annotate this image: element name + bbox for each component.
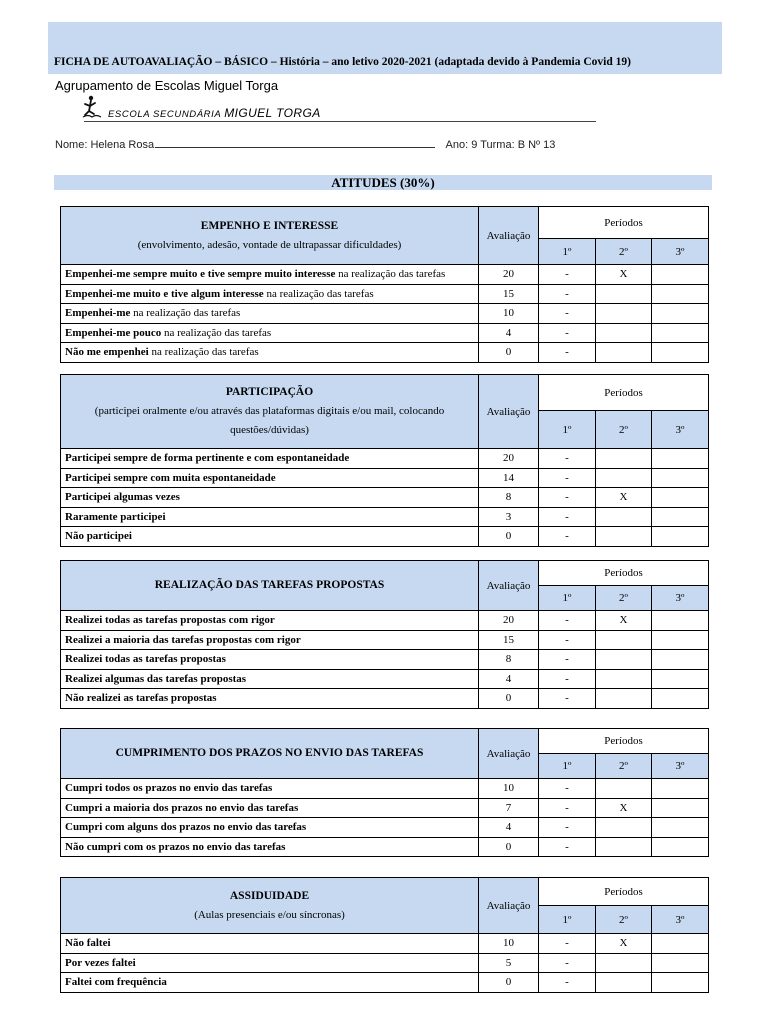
period-3-cell[interactable] [652, 284, 709, 304]
period-1-header: 1º [539, 411, 596, 449]
block-subtitle: (envolvimento, adesão, vontade de ultrapassar dificuldades) [137, 238, 402, 251]
table-row [61, 507, 709, 527]
criterion-bold-text: Cumpri com alguns dos prazos no envio das tarefas [65, 821, 307, 834]
period-1-header: 1º [539, 239, 596, 265]
block-title: CUMPRIMENTO DOS PRAZOS NO ENVIO DAS TAREFAS [115, 747, 424, 759]
criterion-bold-text: Realizei todas as tarefas propostas com rigor [65, 614, 275, 627]
criterion-bold-text: Não participei [65, 530, 132, 543]
score-cell: 4 [479, 669, 539, 689]
period-3-cell[interactable] [652, 798, 709, 818]
score-cell: 0 [479, 527, 539, 547]
avaliacao-header: Avaliação [479, 878, 539, 934]
criterion-bold-text: Realizei a maioria das tarefas propostas com rigor [65, 633, 301, 646]
period-1-cell[interactable]: - [539, 689, 596, 709]
school-logo-prefix: ESCOLA SECUNDÁRIA [108, 109, 221, 120]
period-1-cell[interactable]: - [539, 611, 596, 631]
score-cell: 15 [479, 630, 539, 650]
period-1-cell[interactable]: - [539, 669, 596, 689]
school-logo-name: MIGUEL TORGA [224, 106, 321, 120]
block-subtitle: (Aulas presenciais e/ou síncronas) [194, 908, 345, 921]
table-row [61, 323, 709, 343]
period-2-header: 2º [596, 906, 652, 934]
period-2-cell[interactable] [596, 304, 652, 324]
period-3-cell[interactable] [652, 630, 709, 650]
period-3-cell[interactable] [652, 611, 709, 631]
table-row [61, 837, 709, 857]
score-cell: 20 [479, 265, 539, 285]
school-logo-row [84, 96, 596, 122]
criterion-bold-text: Empenhei-me pouco [65, 326, 162, 339]
period-2-cell[interactable] [596, 837, 652, 857]
period-3-cell[interactable] [652, 488, 709, 508]
number-value: 13 [543, 139, 556, 151]
block-header [61, 729, 479, 779]
periodos-header: Períodos [539, 878, 709, 906]
periodos-header: Períodos [539, 729, 709, 754]
name-value: Helena Rosa [90, 139, 155, 151]
table-row [61, 265, 709, 285]
score-cell: 14 [479, 468, 539, 488]
score-cell: 4 [479, 818, 539, 838]
score-cell: 7 [479, 798, 539, 818]
period-1-cell[interactable]: - [539, 323, 596, 343]
period-3-cell[interactable] [652, 449, 709, 469]
period-2-header: 2º [596, 239, 652, 265]
score-cell: 3 [479, 507, 539, 527]
period-1-header: 1º [539, 586, 596, 611]
period-1-cell[interactable]: - [539, 798, 596, 818]
criterion-bold-text: Cumpri a maioria dos prazos no envio das tarefas [65, 801, 299, 814]
period-2-cell[interactable] [596, 953, 652, 973]
criterion-bold-text: Participei algumas vezes [65, 491, 180, 504]
period-2-cell[interactable] [596, 323, 652, 343]
period-3-cell[interactable] [652, 973, 709, 993]
period-2-cell[interactable] [596, 779, 652, 799]
table-row [61, 527, 709, 547]
block-header [61, 561, 479, 611]
criterion-cell [61, 527, 479, 547]
score-cell: 5 [479, 953, 539, 973]
period-3-cell[interactable] [652, 507, 709, 527]
assessment-table [60, 206, 709, 363]
year-label: Ano: [445, 139, 469, 151]
block-header [61, 207, 479, 265]
period-1-cell[interactable]: - [539, 304, 596, 324]
period-3-cell[interactable] [652, 953, 709, 973]
period-1-cell[interactable]: - [539, 953, 596, 973]
period-3-header: 3º [652, 411, 709, 449]
table-header-row [61, 375, 709, 411]
criterion-cell [61, 449, 479, 469]
criterion-bold-text: Cumpri todos os prazos no envio das tarefas [65, 782, 273, 795]
table-row [61, 953, 709, 973]
period-3-cell[interactable] [652, 323, 709, 343]
criterion-cell [61, 973, 479, 993]
period-1-cell[interactable]: - [539, 468, 596, 488]
assessment-table [60, 374, 709, 547]
score-cell: 0 [479, 837, 539, 857]
name-underline [155, 139, 435, 148]
name-label: Nome: [55, 139, 88, 151]
table-row [61, 798, 709, 818]
criterion-bold-text: Empenhei-me muito e tive algum interesse [65, 287, 264, 300]
year-value: 9 [471, 139, 478, 151]
criterion-text: na realização das tarefas [263, 287, 374, 300]
period-3-cell[interactable] [652, 689, 709, 709]
period-1-cell[interactable]: - [539, 934, 596, 954]
periodos-header: Períodos [539, 375, 709, 411]
table-header-row [61, 878, 709, 906]
score-cell: 10 [479, 779, 539, 799]
score-cell: 10 [479, 304, 539, 324]
criterion-cell [61, 650, 479, 670]
score-cell: 0 [479, 689, 539, 709]
avaliacao-header: Avaliação [479, 207, 539, 265]
score-cell: 8 [479, 488, 539, 508]
criterion-cell [61, 468, 479, 488]
block-header [61, 375, 479, 449]
periodos-header: Períodos [539, 207, 709, 239]
table-header-row [61, 729, 709, 754]
period-2-cell[interactable] [596, 689, 652, 709]
table-row [61, 284, 709, 304]
period-1-cell[interactable]: - [539, 265, 596, 285]
period-1-header: 1º [539, 906, 596, 934]
period-2-cell[interactable] [596, 630, 652, 650]
period-2-cell[interactable] [596, 284, 652, 304]
class-label: Turma: [480, 139, 515, 151]
student-info-line [55, 139, 555, 151]
period-1-cell[interactable]: - [539, 630, 596, 650]
criterion-cell [61, 818, 479, 838]
school-group-name: Agrupamento de Escolas Miguel Torga [55, 78, 279, 93]
criterion-cell [61, 689, 479, 709]
criterion-cell [61, 507, 479, 527]
period-1-cell[interactable]: - [539, 650, 596, 670]
criterion-cell [61, 488, 479, 508]
period-2-cell[interactable] [596, 449, 652, 469]
criterion-cell [61, 934, 479, 954]
criterion-cell [61, 265, 479, 285]
table-row [61, 669, 709, 689]
table-row [61, 449, 709, 469]
period-2-cell[interactable]: X [596, 798, 652, 818]
period-3-cell[interactable] [652, 818, 709, 838]
period-2-cell[interactable]: X [596, 265, 652, 285]
block-title: ASSIDUIDADE [229, 889, 310, 902]
period-1-cell[interactable]: - [539, 507, 596, 527]
criterion-bold-text: Não realizei as tarefas propostas [65, 692, 217, 705]
block-title: REALIZAÇÃO DAS TAREFAS PROPOSTAS [154, 579, 385, 591]
period-2-cell[interactable]: X [596, 488, 652, 508]
criterion-text: na realização das tarefas [130, 307, 241, 320]
period-3-cell[interactable] [652, 343, 709, 363]
block-header [61, 878, 479, 934]
period-3-header: 3º [652, 239, 709, 265]
criterion-bold-text: Por vezes faltei [65, 956, 136, 969]
school-logo-text [108, 106, 321, 120]
period-3-cell[interactable] [652, 779, 709, 799]
table-row [61, 468, 709, 488]
period-2-header: 2º [596, 586, 652, 611]
period-2-cell[interactable] [596, 468, 652, 488]
period-2-cell[interactable] [596, 818, 652, 838]
criterion-bold-text: Empenhei-me [65, 307, 131, 320]
criterion-bold-text: Realizei algumas das tarefas propostas [65, 672, 247, 685]
criterion-bold-text: Participei sempre de forma pertinente e com espontaneidade [65, 452, 350, 465]
period-2-cell[interactable] [596, 343, 652, 363]
score-cell: 10 [479, 934, 539, 954]
period-2-cell[interactable]: X [596, 934, 652, 954]
period-1-cell[interactable]: - [539, 527, 596, 547]
period-3-cell[interactable] [652, 468, 709, 488]
avaliacao-header: Avaliação [479, 729, 539, 779]
block-title: EMPENHO E INTERESSE [200, 219, 339, 232]
criterion-cell [61, 611, 479, 631]
criterion-cell [61, 837, 479, 857]
period-2-cell[interactable] [596, 507, 652, 527]
periodos-header: Períodos [539, 561, 709, 586]
score-cell: 8 [479, 650, 539, 670]
table-row [61, 650, 709, 670]
period-3-cell[interactable] [652, 265, 709, 285]
criterion-cell [61, 343, 479, 363]
table-row [61, 934, 709, 954]
criterion-bold-text: Empenhei-me sempre muito e tive sempre muito interesse [65, 268, 336, 281]
period-1-cell[interactable]: - [539, 837, 596, 857]
criterion-text: na realização das tarefas [148, 346, 259, 359]
period-1-cell[interactable]: - [539, 284, 596, 304]
score-cell: 20 [479, 449, 539, 469]
avaliacao-header: Avaliação [479, 561, 539, 611]
assessment-table [60, 728, 709, 857]
block-subtitle: (participei oralmente e/ou através das plataformas digitais e/ou mail, colocando questões/dúvidas) [94, 405, 445, 436]
score-cell: 0 [479, 343, 539, 363]
form-title-banner [48, 22, 722, 74]
criterion-cell [61, 284, 479, 304]
period-2-cell[interactable] [596, 527, 652, 547]
criterion-cell [61, 779, 479, 799]
criterion-bold-text: Raramente participei [65, 510, 166, 523]
period-1-cell[interactable]: - [539, 779, 596, 799]
avaliacao-header: Avaliação [479, 375, 539, 449]
table-row [61, 488, 709, 508]
score-cell: 20 [479, 611, 539, 631]
score-cell: 4 [479, 323, 539, 343]
period-3-cell[interactable] [652, 304, 709, 324]
form-title: FICHA DE AUTOAVALIAÇÃO – BÁSICO – História – ano letivo 2020-2021 (adaptada devido à Pandemia Covid 19) [54, 56, 631, 68]
criterion-text: na realização das tarefas [335, 268, 446, 281]
school-logo-icon [82, 95, 102, 119]
criterion-bold-text: Participei sempre com muita espontaneidade [65, 471, 276, 484]
period-1-cell[interactable]: - [539, 449, 596, 469]
section-title: ATITUDES (30%) [54, 175, 712, 190]
criterion-bold-text: Realizei todas as tarefas propostas [65, 653, 226, 666]
criterion-cell [61, 669, 479, 689]
period-1-header: 1º [539, 754, 596, 779]
table-row [61, 818, 709, 838]
period-2-cell[interactable]: X [596, 611, 652, 631]
period-2-cell[interactable] [596, 669, 652, 689]
period-3-cell[interactable] [652, 837, 709, 857]
table-row [61, 689, 709, 709]
period-3-cell[interactable] [652, 650, 709, 670]
period-3-cell[interactable] [652, 934, 709, 954]
period-2-cell[interactable] [596, 973, 652, 993]
table-header-row [61, 561, 709, 586]
period-1-cell[interactable]: - [539, 973, 596, 993]
period-2-header: 2º [596, 411, 652, 449]
period-3-cell[interactable] [652, 527, 709, 547]
criterion-cell [61, 304, 479, 324]
period-3-cell[interactable] [652, 669, 709, 689]
period-2-cell[interactable] [596, 650, 652, 670]
table-header-row [61, 207, 709, 239]
class-value: B [517, 139, 526, 151]
criterion-bold-text: Faltei com frequência [65, 976, 167, 989]
period-2-header: 2º [596, 754, 652, 779]
criterion-bold-text: Não faltei [65, 937, 111, 950]
number-label: Nº [528, 139, 541, 151]
criterion-text: na realização das tarefas [161, 326, 272, 339]
table-row [61, 630, 709, 650]
period-3-header: 3º [652, 586, 709, 611]
criterion-bold-text: Não me empenhei [65, 346, 149, 359]
score-cell: 15 [479, 284, 539, 304]
table-row [61, 973, 709, 993]
table-row [61, 611, 709, 631]
period-3-header: 3º [652, 906, 709, 934]
block-title: PARTICIPAÇÃO [225, 386, 314, 398]
assessment-table [60, 560, 709, 709]
table-row [61, 779, 709, 799]
score-cell: 0 [479, 973, 539, 993]
period-3-header: 3º [652, 754, 709, 779]
period-1-cell[interactable]: - [539, 343, 596, 363]
criterion-cell [61, 323, 479, 343]
criterion-bold-text: Não cumpri com os prazos no envio das tarefas [65, 840, 286, 853]
criterion-cell [61, 630, 479, 650]
criterion-cell [61, 798, 479, 818]
table-row [61, 304, 709, 324]
period-1-cell[interactable]: - [539, 818, 596, 838]
period-1-cell[interactable]: - [539, 488, 596, 508]
criterion-cell [61, 953, 479, 973]
assessment-table [60, 877, 709, 993]
table-row [61, 343, 709, 363]
